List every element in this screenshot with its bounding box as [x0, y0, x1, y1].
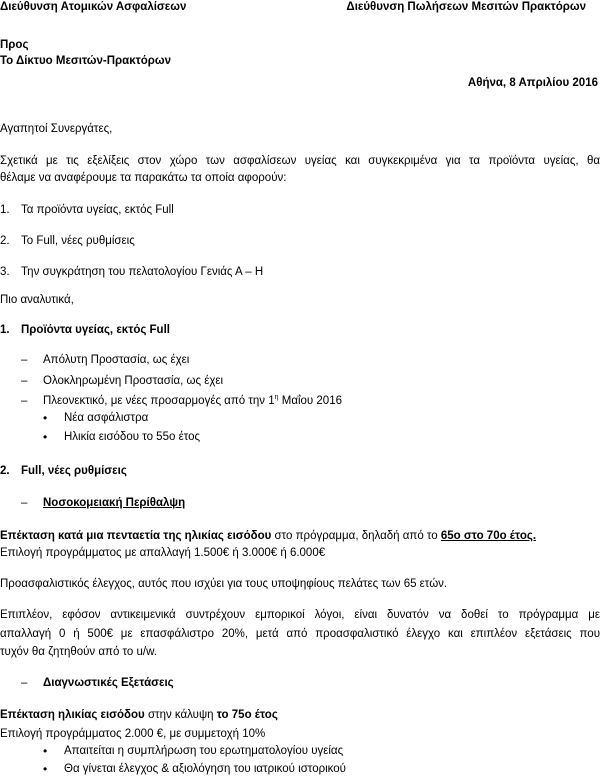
recipient-name: Το Δίκτυο Μεσιτών-Πρακτόρων	[0, 55, 172, 67]
pre-insurance-check: Προασφαλιστικός έλεγχος, αυτός που ισχύει για τους υποψηφίους πελάτες των 65 ετών.	[0, 578, 448, 590]
dash-marker: –	[21, 354, 28, 366]
diagnostics-title: Διαγνωστικές Εξετάσεις	[43, 677, 174, 689]
section-2-number: 2.	[0, 465, 10, 477]
list-item-2: Το Full, νέες ρυθμίσεις	[21, 235, 135, 247]
bullet-icon: •	[43, 430, 48, 444]
section-2-title: Full, νέες ρυθμίσεις	[21, 465, 127, 477]
diag-extension-bold: Επέκταση ηλικίας εισόδου	[0, 709, 145, 721]
diag-bullet-2: Θα γίνεται έλεγχος & αξιολόγηση του ιατρικού ιστορικού	[64, 763, 346, 775]
bullet-icon: •	[43, 744, 48, 758]
item-3-text: Πλεονεκτικό, με νέες προσαρμογές από την 1	[43, 395, 275, 407]
dash-marker: –	[21, 497, 28, 509]
diag-extension-text: στην κάλυψη	[144, 709, 217, 721]
age-extension-line	[0, 529, 536, 543]
section-1-title: Προϊόντα υγείας, εκτός Full	[21, 324, 170, 336]
bullet-icon: •	[43, 411, 48, 425]
age-extension-text: στο πρόγραμμα, δηλαδή από το	[271, 530, 441, 542]
para-line-3: τυχόν θα ζητηθούν από το u/w.	[0, 646, 157, 658]
list-item-1-number: 1.	[0, 204, 10, 216]
section-1-sub-2: Ηλικία εισόδου το 55ο έτος	[64, 431, 201, 443]
bullet-icon: •	[43, 762, 48, 776]
para-line-2: απαλλαγή 0 ή 500€ με επασφάλιστρο 20%, μετά από προασφαλιστικό έλεγχο και επιπλέον εξετάσεις που	[0, 628, 600, 640]
hospital-care-title: Νοσοκομειακή Περίθαλψη	[43, 497, 186, 509]
dash-marker: –	[21, 677, 28, 689]
diag-extension-age: το 75ο έτος	[216, 709, 278, 721]
dash-marker: –	[21, 395, 28, 407]
para-line-1: Επιπλέον, εφόσον αντικειμενικά συντρέχουν εμπορικοί λόγοι, είναι δυνατόν να δοθεί το πρόγραμμα με	[0, 609, 600, 621]
diag-program-choice: Επιλογή προγράμματος 2.000 €, με συμμετοχή 10%	[0, 728, 266, 740]
section-1-sub-1: Νέα ασφάλιστρα	[64, 412, 149, 424]
greeting: Αγαπητοί Συνεργάτες,	[0, 123, 113, 135]
section-1-item-3	[43, 394, 342, 408]
section-1-item-1: Απόλυτη Προστασία, ως έχει	[43, 354, 190, 366]
item-3-date: Μαΐου 2016	[278, 395, 342, 407]
age-extension-bold: Επέκταση κατά μια πενταετία της ηλικίας εισόδου	[0, 530, 272, 542]
section-1-item-2: Ολοκληρωμένη Προστασία, ως έχει	[43, 375, 224, 387]
header-left: Διεύθυνση Ατομικών Ασφαλίσεων	[0, 1, 187, 13]
dash-marker: –	[21, 375, 28, 387]
more-detail: Πιο αναλυτικά,	[0, 294, 74, 306]
item-3-superscript: η	[274, 394, 279, 402]
diag-bullet-1: Απαιτείται η συμπλήρωση του ερωτηματολογίου υγείας	[64, 745, 344, 757]
program-choice: Επιλογή προγράμματος με απαλλαγή 1.500€ ή 3.000€ ή 6.000€	[0, 547, 326, 559]
recipient-to: Προς	[0, 39, 29, 51]
header-right: Διεύθυνση Πωλήσεων Μεσιτών Πρακτόρων	[346, 1, 586, 13]
intro-line-2: θέλαμε να αναφέρουμε τα παρακάτω τα οποία αφορούν:	[0, 172, 287, 184]
list-item-1: Τα προϊόντα υγείας, εκτός Full	[21, 204, 174, 216]
diag-extension-line	[0, 708, 278, 722]
section-1-number: 1.	[0, 324, 10, 336]
letter-date: Αθήνα, 8 Απριλίου 2016	[467, 77, 598, 89]
list-item-2-number: 2.	[0, 235, 10, 247]
age-extension-range: 65ο στο 70ο έτος.	[440, 530, 537, 542]
list-item-3-number: 3.	[0, 266, 10, 278]
list-item-3: Την συγκράτηση του πελατολογίου Γενιάς Α – Η	[21, 266, 264, 278]
intro-line-1: Σχετικά με τις εξελίξεις στον χώρο των ασφαλίσεων υγείας και συγκεκριμένα για τα προϊόντα υγείας, θα	[0, 155, 600, 167]
